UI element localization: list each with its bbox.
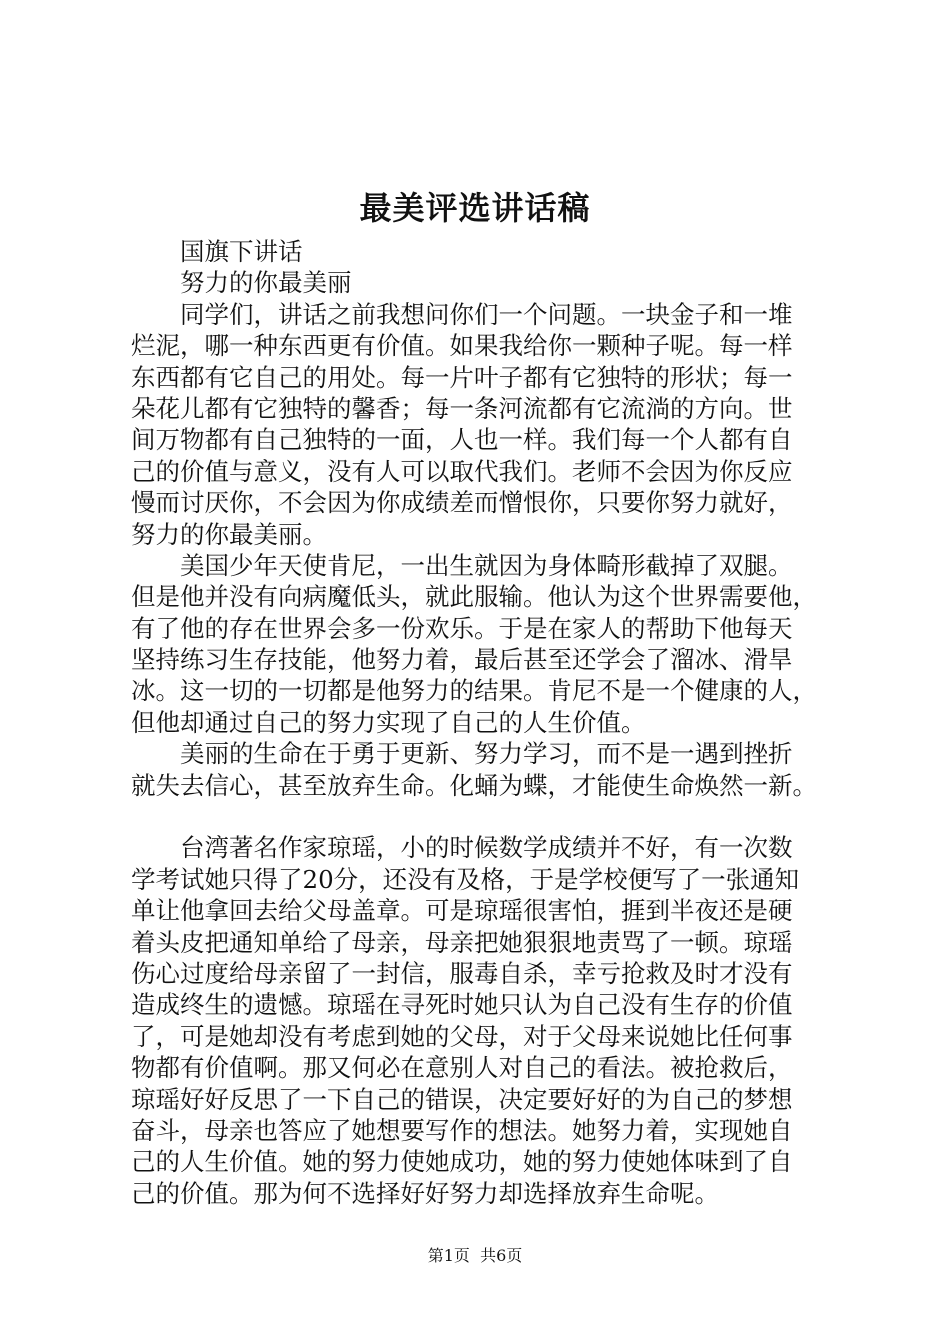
paragraph-line: 己的价值。那为何不选择好好努力却选择放弃生命呢。 xyxy=(131,1178,719,1208)
paragraph-line: 美国少年天使肯尼，一出生就因为身体畸形截掉了双腿。 xyxy=(180,550,793,580)
subheading-line: 努力的你最美丽 xyxy=(180,268,352,298)
paragraph-line: 同学们，讲话之前我想问你们一个问题。一块金子和一堆 xyxy=(180,299,793,329)
paragraph-line: 美丽的生命在于勇于更新、努力学习，而不是一遇到挫折 xyxy=(180,739,793,769)
paragraph-spacer xyxy=(131,801,851,832)
paragraph-line: 但他却通过自己的努力实现了自己的人生价值。 xyxy=(131,707,646,737)
paragraph-line: 己的人生价值。她的努力使她成功，她的努力使她体味到了自 xyxy=(131,1147,793,1177)
paragraph-line: 冰。这一切的一切都是他努力的结果。肯尼不是一个健康的人， xyxy=(131,676,817,706)
paragraph-line: 慢而讨厌你，不会因为你成绩差而憎恨你，只要你努力就好， xyxy=(131,488,793,518)
document-body xyxy=(131,236,851,1209)
paragraph-line: 了，可是她却没有考虑到她的父母，对于父母来说她比任何事 xyxy=(131,1021,793,1051)
paragraph-line: 学考试她只得了20分，还没有及格，于是学校便写了一张通知 xyxy=(131,864,800,894)
paragraph-line: 努力的你最美丽。 xyxy=(131,519,327,549)
paragraph-line: 造成终生的遗憾。琼瑶在寻死时她只认为自己没有生存的价值 xyxy=(131,990,793,1020)
paragraph-line: 但是他并没有向病魔低头，就此服输。他认为这个世界需要他， xyxy=(131,582,817,612)
paragraph-line: 单让他拿回去给父母盖章。可是琼瑶很害怕，捱到半夜还是硬 xyxy=(131,896,793,926)
paragraph-line: 琼瑶好好反思了一下自己的错误，决定要好好的为自己的梦想 xyxy=(131,1084,793,1114)
paragraph-line: 间万物都有自己独特的一面，人也一样。我们每一个人都有自 xyxy=(131,425,793,455)
paragraph-line: 物都有价值啊。那又何必在意别人对自己的看法。被抢救后， xyxy=(131,1053,793,1083)
paragraph-line: 东西都有它自己的用处。每一片叶子都有它独特的形状；每一 xyxy=(131,362,793,392)
paragraph-line: 坚持练习生存技能，他努力着，最后甚至还学会了溜冰、滑旱 xyxy=(131,645,793,675)
paragraph-line: 烂泥，哪一种东西更有价值。如果我给你一颗种子呢。每一样 xyxy=(131,331,793,361)
paragraph-line: 着头皮把通知单给了母亲，母亲把她狠狠地责骂了一顿。琼瑶 xyxy=(131,927,793,957)
subheading-line: 国旗下讲话 xyxy=(180,237,303,266)
paragraph-line: 台湾著名作家琼瑶，小的时候数学成绩并不好，有一次数 xyxy=(180,833,793,863)
page-footer: 第1页 共6页 xyxy=(427,1246,523,1265)
paragraph-line: 伤心过度给母亲留了一封信，服毒自杀，幸亏抢救及时才没有 xyxy=(131,958,793,988)
paragraph-line: 就失去信心，甚至放弃生命。化蛹为蝶，才能使生命焕然一新。 xyxy=(131,770,817,800)
paragraph-line: 奋斗，母亲也答应了她想要写作的想法。她努力着，实现她自 xyxy=(131,1115,793,1145)
paragraph-line: 己的价值与意义，没有人可以取代我们。老师不会因为你反应 xyxy=(131,456,793,486)
document-title: 最美评选讲话稿 xyxy=(359,189,591,227)
paragraph-line: 有了他的存在世界会多一份欢乐。于是在家人的帮助下他每天 xyxy=(131,613,793,643)
paragraph-line: 朵花儿都有它独特的馨香；每一条河流都有它流淌的方向。世 xyxy=(131,393,793,423)
